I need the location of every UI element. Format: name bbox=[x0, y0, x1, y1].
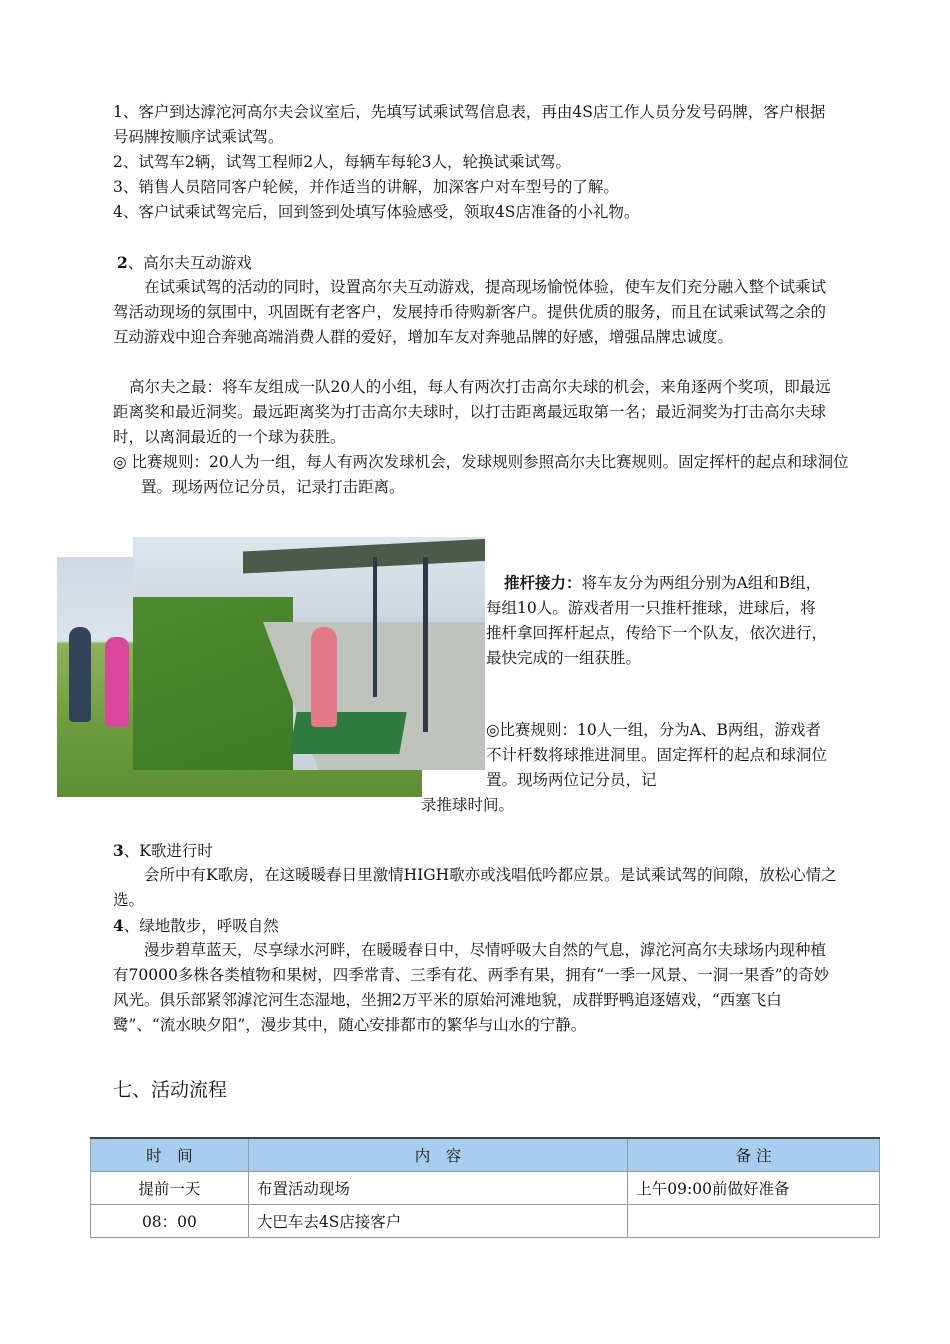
golf-photo-front bbox=[133, 537, 485, 770]
row1-note: 上午09:00前做好准备 bbox=[628, 1172, 880, 1205]
row2-content: 大巴车去4S店接客户 bbox=[248, 1205, 627, 1238]
walk-heading-num: 4 bbox=[113, 916, 124, 935]
table-row bbox=[91, 1205, 880, 1238]
ktv-heading-num: 3 bbox=[113, 841, 124, 860]
list-item-2: 2、试驾车2辆，试驾工程师2人，每辆车每轮3人，轮换试乘试驾。 bbox=[113, 153, 571, 171]
schedule-table bbox=[90, 1137, 880, 1238]
walk-text: 漫步碧草蓝天，尽享绿水河畔，在暖暖春日中，尽情呼吸大自然的气息，滹沱河高尔夫球场内现种植有70000多株各类植物和果树，四季常青、三季有花、两季有果，拥有“一季一风景、一洞一果香”的奇妙风光。俱乐部紧邻滹沱河生态湿地，坐拥2万平米的原始河滩地貌，成群野鸭追逐嬉戏，“西塞飞白鹭”、“流水映夕阳”，漫步其中，随心安排都市的繁华与山水的宁静。 bbox=[113, 941, 830, 1034]
row1-time: 提前一天 bbox=[91, 1172, 249, 1205]
putt-paragraph bbox=[486, 570, 831, 671]
photo-mat bbox=[289, 712, 406, 754]
golf-heading-num: 2 bbox=[117, 253, 128, 272]
ktv-heading bbox=[113, 838, 840, 864]
golf-heading-text: 、高尔夫互动游戏 bbox=[127, 254, 252, 272]
putt-rules: ◎比赛规则：10人一组，分为A、B两组，游戏者不计杆数将球推进洞里。固定挥杆的起点和球洞位置。现场两位记分员，记 bbox=[486, 721, 828, 789]
golf-rules: ◎ 比赛规则：20人为一组，每人有两次发球机会，发球规则参照高尔夫比赛规则。固定挥杆的起点和球洞位置。现场两位记分员，记录打击距离。 bbox=[113, 453, 849, 496]
ktv-heading-text: 、K歌进行时 bbox=[123, 842, 213, 860]
row2-time: 08：00 bbox=[91, 1205, 249, 1238]
putt-rules-end: 录推球时间。 bbox=[421, 796, 515, 814]
photo-player bbox=[311, 627, 337, 727]
header-time: 时 间 bbox=[91, 1138, 249, 1172]
photo-person-1 bbox=[69, 627, 91, 722]
table-row bbox=[91, 1172, 880, 1205]
golf-best: 高尔夫之最：将车友组成一队20人的小组，每人有两次打击高尔夫球的机会，来角逐两个奖项，即最远距离奖和最近洞奖。最远距离奖为打击高尔夫球时，以打击距离最远取第一名；最近洞奖为打击高尔夫球时，以离洞最近的一个球为获胜。 bbox=[113, 378, 831, 446]
golf-intro: 在试乘试驾的活动的同时，设置高尔夫互动游戏，提高现场愉悦体验，使车友们充分融入整个试乘试驾活动现场的氛围中，巩固既有老客户，发展持币待购新客户。提供优质的服务，而且在试乘试驾之余的互动游戏中迎合奔驰高端消费人群的爱好，增加车友对奔驰品牌的好感，增强品牌忠诚度。 bbox=[113, 278, 827, 346]
list-item-3: 3、销售人员陪同客户轮候，并作适当的讲解，加深客户对车型号的了解。 bbox=[113, 178, 619, 196]
header-note: 备 注 bbox=[628, 1138, 880, 1172]
putt-text: 将车友分为两组分别为A组和B组，每组10人。游戏者用一只推杆推球，进球后，将推杆拿回挥杆起点，传给下一个队友，依次进行，最快完成的一组获胜。 bbox=[486, 574, 828, 667]
list-item-1: 1、客户到达滹沱河高尔夫会议室后，先填写试乘试驾信息表，再由4S店工作人员分发号码牌，客户根据号码牌按顺序试乘试驾。 bbox=[113, 103, 826, 146]
walk-heading-text: 、绿地散步，呼吸自然 bbox=[123, 917, 279, 935]
header-content: 内 容 bbox=[248, 1138, 627, 1172]
putt-title: 推杆接力： bbox=[504, 573, 582, 592]
list-item-4: 4、客户试乘试驾完后，回到签到处填写体验感受，领取4S店准备的小礼物。 bbox=[113, 203, 640, 221]
photo-person-2 bbox=[105, 637, 129, 727]
ktv-text: 会所中有K歌房，在这暖暖春日里激情HIGH歌亦或浅唱低吟都应景。是试乘试驾的间隙，放松心情之选。 bbox=[113, 866, 837, 909]
photo-post-2 bbox=[373, 557, 377, 697]
row2-note bbox=[628, 1205, 880, 1238]
walk-heading bbox=[113, 913, 840, 939]
table-header-row bbox=[91, 1138, 880, 1172]
photo-post bbox=[423, 557, 428, 732]
row1-content: 布置活动现场 bbox=[248, 1172, 627, 1205]
section-title: 七、活动流程 bbox=[113, 1079, 228, 1101]
golf-heading bbox=[117, 250, 844, 276]
